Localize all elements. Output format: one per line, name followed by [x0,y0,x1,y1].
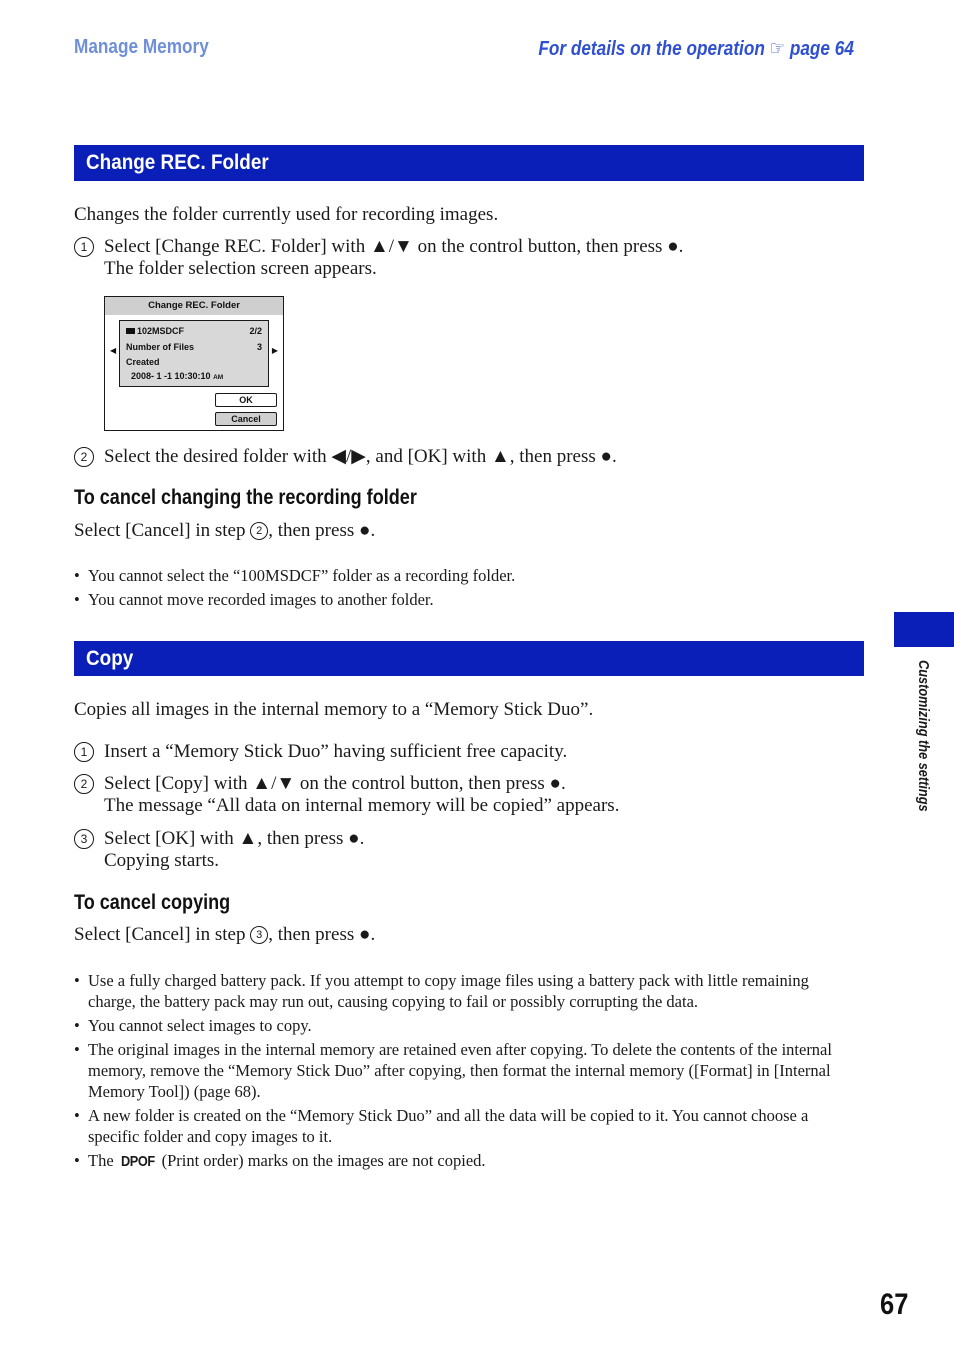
step-text: Select [OK] with ▲, then press ●. [104,828,365,849]
step-text: Select the desired folder with ◀/▶, and [OK] with ▲, then press ●. [104,446,617,467]
cancel-button: Cancel [215,412,277,426]
note-item: • The DPOF (Print order) marks on the images are not copied. [74,1151,486,1170]
note-text: You cannot select the “100MSDCF” folder as a recording folder. [88,566,516,585]
step-2 [74,773,864,817]
note-item: • You cannot select images to copy. [74,1016,312,1035]
note-text-suffix: (Print order) marks on the images are not copied. [157,1151,486,1170]
cancel-prefix: Select [Cancel] in step [74,924,251,945]
step-1 [74,236,864,280]
folder-name: 102MSDCF [137,326,185,336]
folder-icon [126,328,135,334]
cancel-prefix: Select [Cancel] in step [74,520,251,541]
pointing-hand-icon: ☞ [769,38,786,60]
section-intro: Copies all images in the internal memory to a “Memory Stick Duo”. [74,699,594,720]
folder-index: 2/2 [249,326,262,336]
cancel-heading: To cancel changing the recording folder [74,486,417,509]
right-arrow-icon: ▶ [271,346,278,355]
created-ampm: AM [213,374,224,381]
screen-title: Change REC. Folder [105,297,283,315]
cancel-instruction [74,924,375,946]
section-header-left: Manage Memory [74,36,209,58]
files-label: Number of Files [126,342,195,352]
section-title: Copy [86,647,134,670]
step-2 [74,446,864,468]
note-item: • You cannot move recorded images to another folder. [74,590,434,609]
cancel-heading: To cancel copying [74,891,231,914]
chapter-tab-marker [894,612,954,647]
step-text: Insert a “Memory Stick Duo” having sufficient free capacity. [104,741,568,762]
section-bar-change-rec-folder [74,145,864,181]
step-text: Select [Copy] with ▲/▼ on the control button, then press ●. [104,773,566,794]
cancel-suffix: , then press ●. [268,924,376,945]
note-text: You cannot select images to copy. [88,1016,312,1035]
step-1 [74,741,864,763]
step-number: 3 [74,829,94,849]
page-number: 67 [879,1288,908,1321]
section-bar-copy [74,641,864,676]
step-result: Copying starts. [104,850,220,871]
step-number: 1 [74,742,94,762]
ok-button: OK [215,393,277,407]
note-text-prefix: The [88,1151,118,1170]
files-count: 3 [256,342,262,352]
folder-info-box [119,320,269,387]
cancel-instruction [74,520,375,542]
step-number: 1 [74,237,94,257]
dpof-logo: DPOF [120,1153,155,1170]
note-item: • A new folder is created on the “Memory Stick Duo” and all the data will be copied to it. You cannot choose a specific folder and copy images to it. [74,1106,809,1146]
section-title: Change REC. Folder [86,151,269,174]
folder-selection-screen [104,296,284,431]
operation-reference-prefix: For details on the operation [538,38,765,60]
notes-list [74,565,864,613]
created-label: Created [126,357,160,367]
note-text: The original images in the internal memory are retained even after copying. To delete the contents of the internal memory, remove the “Memory Stick Duo” after copying, then format the internal memory ([Format] in [Internal Memory Tool]) (page 68). [88,1040,832,1101]
note-item: • Use a fully charged battery pack. If you attempt to copy image files using a battery pack with little remaining charge, the battery pack may run out, causing copying to fail or possibly corrupting the data. [74,971,809,1011]
step-result: The folder selection screen appears. [104,258,377,279]
step-reference: 3 [250,926,268,944]
cancel-suffix: , then press ●. [268,520,376,541]
note-item: • You cannot select the “100MSDCF” folder as a recording folder. [74,566,516,585]
notes-list [74,970,860,1175]
left-arrow-icon: ◀ [110,346,117,355]
chapter-label [912,660,932,860]
step-result: The message “All data on internal memory will be copied” appears. [104,795,620,816]
step-text: Select [Change REC. Folder] with ▲/▼ on the control button, then press ●. [104,236,684,257]
section-intro: Changes the folder currently used for recording images. [74,204,499,225]
operation-reference-page: page 64 [789,38,854,60]
step-3 [74,828,864,872]
created-value: 2008- 1 -1 10:30:10 [131,371,211,381]
operation-reference [538,36,854,61]
step-number: 2 [74,447,94,467]
chapter-label-text: Customizing the settings [915,660,932,812]
note-text: You cannot move recorded images to another folder. [88,590,434,609]
step-reference: 2 [250,522,268,540]
step-number: 2 [74,774,94,794]
note-text: Use a fully charged battery pack. If you attempt to copy image files using a battery pack with little remaining charge, the battery pack may run out, causing copying to fail or possibly corrupting the data. [88,971,809,1011]
note-item: • The original images in the internal memory are retained even after copying. To delete the contents of the internal memory, remove the “Memory Stick Duo” after copying, then format the internal memory ([Format] in [Internal Memory Tool]) (page 68). [74,1040,832,1101]
note-text: A new folder is created on the “Memory Stick Duo” and all the data will be copied to it. You cannot choose a specific folder and copy images to it. [88,1106,809,1146]
